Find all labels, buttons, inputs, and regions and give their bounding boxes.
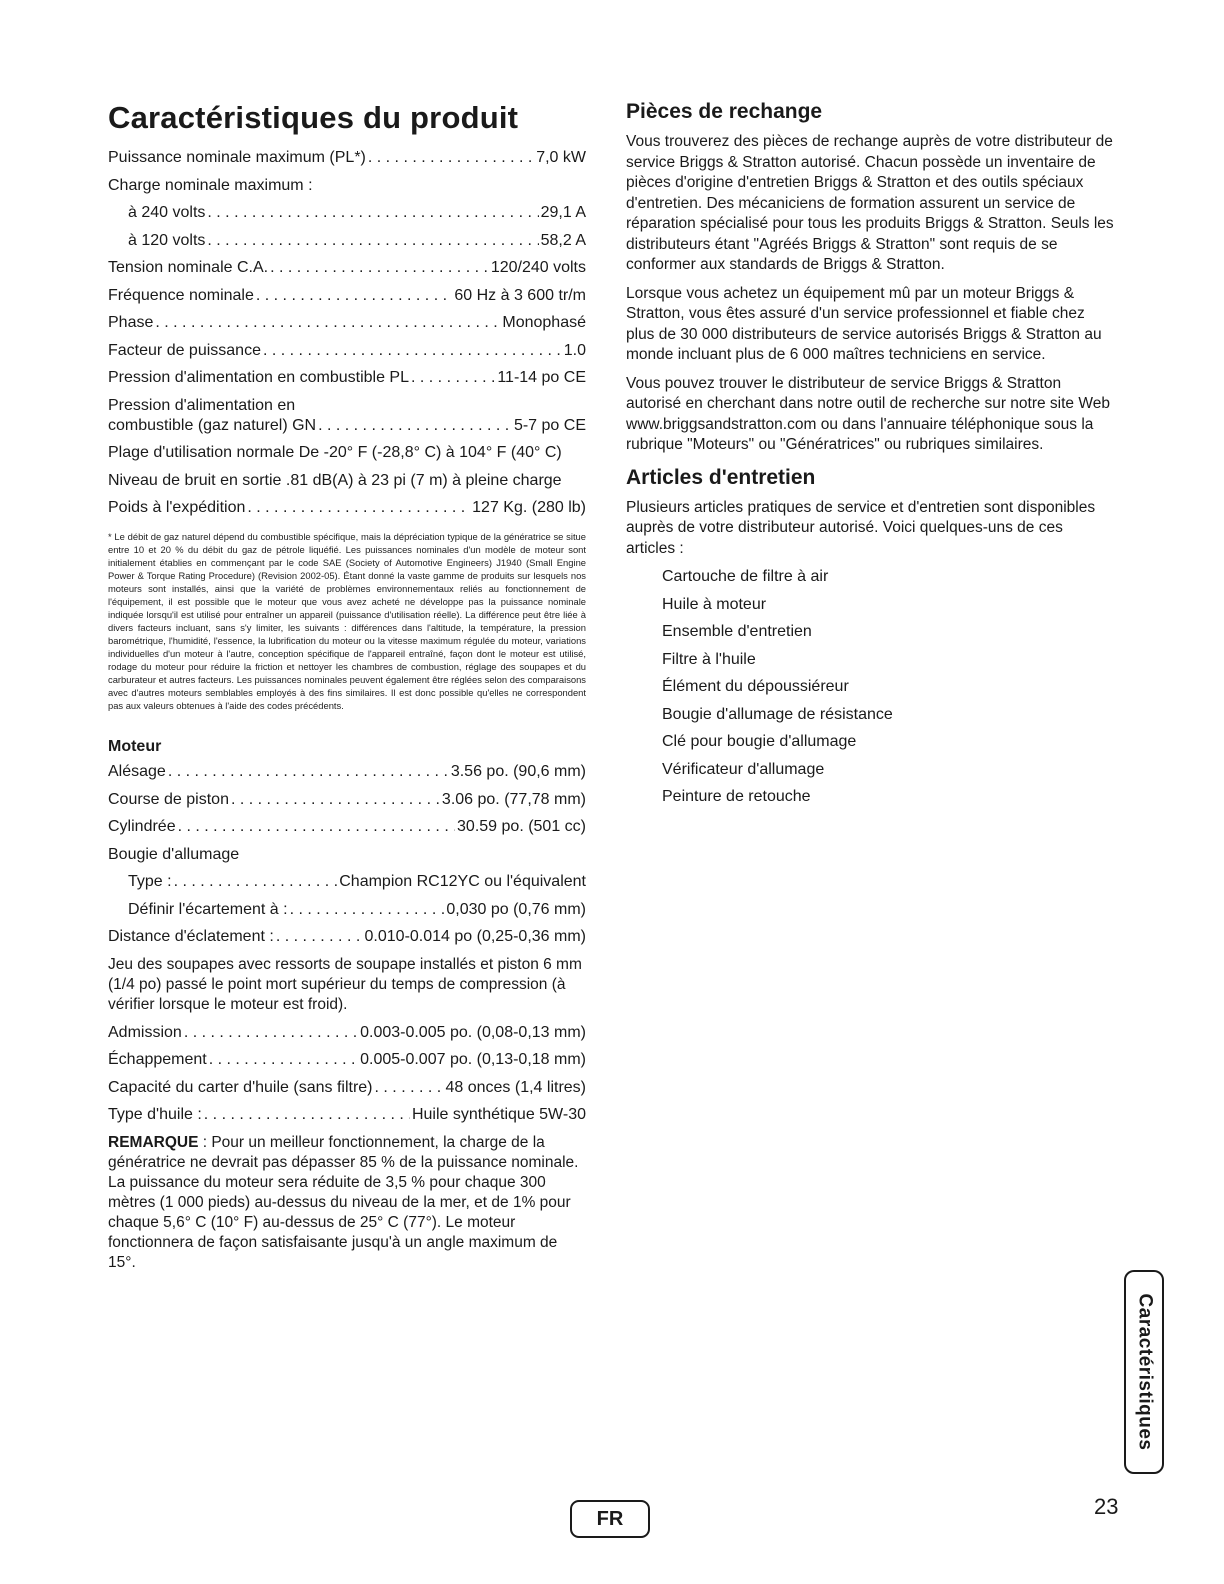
spec-row — [108, 258, 586, 278]
spec-row — [108, 341, 586, 361]
spec-label: Distance d'éclatement : — [108, 928, 274, 945]
spec-value: 29,1 A — [540, 204, 586, 221]
page-title: Caractéristiques du produit — [108, 100, 519, 135]
spec-row — [108, 927, 586, 947]
gas-pressure-line1: Pression d'alimentation en — [108, 396, 296, 414]
spec-label: Admission — [108, 1023, 182, 1041]
operating-range: Plage d'utilisation normale De -20° F (-28,8° C) à 104° F (40° C) — [108, 444, 562, 461]
spec-row — [108, 1078, 586, 1098]
spec-value: 60 Hz à 3 600 tr/m — [454, 286, 586, 304]
spec-value: 7,0 kW — [536, 149, 586, 166]
spec-value: 3.56 po. (90,6 mm) — [450, 763, 586, 780]
footnote: * Le débit de gaz naturel dépend du combustible spécifique, mais la dépréciation typique de la génératrice se situe entre 10 et 20 % du débit du gaz de pétrole liquéfié. Les puissances nominales d'un modèle de moteur sont initialement établies en commençant par le code SAE (Society of Automotive Engineers) J1940 (Small Engine Power & Torque Rating Procedure) (Revision 2002-05). Étant donné la vaste gamme de produits sur lesquels nos moteurs sont installés, ainsi que la variété de problèmes environnementaux reliés au fonctionnement de l'équipement, il est possible que le moteur que vous avez acheté ne développe pas la puissance nominale indiquée lorsqu'il est utilisé pour entraîner un appareil (puissance d'utilisation réelle). La différence peut être liée à divers facteurs incluant, sans s'y limiter, les suivants : différences dans l'altitude, la température, la pression barométrique, l'humidité, l'essence, la lubrification du moteur ou la vitesse maximum régulée du moteur, variations individuelles d'un moteur à l'autre, conception spécifique de l'appareil entraîné, façon dont le moteur est utilisé, rodage du moteur pour réduire la friction et nettoyer les chambres de combustion, réglage des soupapes et du carburateur et autres facteurs. Les puissances nominales peuvent également être réglées selon des comparaisons avec d'autres moteurs semblables employés à des fins similaires. Il est donc possible qu'elles ne correspondent pas aux valeurs obtenues à l'aide des codes précédents. — [108, 531, 586, 711]
spec-label: Tension nominale C.A. — [108, 259, 269, 276]
spec-heading: Bougie d'allumage — [108, 845, 240, 863]
note-label: REMARQUE — [108, 1133, 199, 1151]
spec-label: Définir l'écartement à : — [128, 900, 288, 918]
spec-row — [108, 1023, 586, 1043]
language-badge: FR — [570, 1500, 650, 1538]
side-tab-label: Caractéristiques — [1134, 1293, 1155, 1451]
spec-label: Pression d'alimentation en combustible PL — [108, 369, 409, 386]
maintenance-item: Huile à moteur — [662, 595, 767, 613]
maintenance-item: Cartouche de filtre à air — [662, 568, 829, 585]
spec-heading: Charge nominale maximum : — [108, 176, 313, 194]
spec-row — [108, 286, 586, 306]
maintenance-item: Filtre à l'huile — [662, 650, 756, 668]
spec-row-gas-pressure — [108, 416, 586, 436]
parts-paragraph-3: Vous pouvez trouver le distributeur de service Briggs & Stratton autorisé en cherchant dans notre outil de recherche sur notre site Web www.briggsandstratton.com ou dans l'annuaire téléphonique sous la rubrique "Moteurs" ou "Génératrices" ou rubriques similaires. — [626, 374, 1110, 453]
spec-label: Capacité du carter d'huile (sans filtre) — [108, 1078, 373, 1096]
maintenance-item: Élément du dépoussiéreur — [662, 678, 849, 695]
spec-label: Fréquence nominale — [108, 286, 254, 304]
spec-value: 120/240 volts — [490, 259, 586, 276]
spec-label: Cylindrée — [108, 818, 176, 835]
spec-value: 127 Kg. (280 lb) — [472, 499, 586, 516]
spec-row — [108, 1105, 586, 1125]
product-specs-list — [108, 148, 586, 388]
engine-specs-list — [108, 762, 586, 947]
left-column — [108, 100, 586, 1281]
spec-value: 1.0 — [563, 341, 586, 359]
spec-value: 58,2 A — [540, 231, 586, 249]
spec-row — [108, 872, 586, 892]
spec-value: Huile synthétique 5W-30 — [411, 1106, 586, 1123]
spec-value: 0.010-0.014 po (0,25-0,36 mm) — [364, 928, 586, 945]
note-text: : Pour un meilleur fonctionnement, la charge de la génératrice ne devrait pas dépasser 85 % de la puissance nominale. La puissance du moteur sera réduite de 3,5 % pour chaque 300 mètres (1 000 pieds) au-dessus du niveau de la mer, et de 1% pour chaque 5,6° C (10° F) au-dessus de 25° C (77°). Le moteur fonctionnera de façon satisfaisante jusqu'à un angle maximum de 15°. — [108, 1133, 579, 1271]
maintenance-item: Clé pour bougie d'allumage — [662, 733, 857, 750]
valve-specs-list — [108, 1023, 586, 1126]
note-paragraph — [108, 1133, 586, 1273]
spec-row — [108, 203, 586, 223]
section-side-tab — [1124, 1270, 1164, 1474]
spec-value: 48 onces (1,4 litres) — [445, 1078, 586, 1096]
spec-label: Alésage — [108, 763, 166, 780]
spec-label: Puissance nominale maximum (PL*) — [108, 149, 366, 166]
parts-paragraph-2: Lorsque vous achetez un équipement mû par un moteur Briggs & Stratton, vous êtes assuré d'un service professionnel et fiable chez plus de 30 000 distributeurs de service autorisés Briggs & Stratton au monde incluant plus de 6 000 maîtres techniciens en service. — [626, 284, 1102, 363]
spec-row — [108, 1050, 586, 1070]
spec-label: à 120 volts — [128, 231, 206, 249]
spec-label: Type : — [128, 873, 172, 890]
spec-value: 5-7 po CE — [513, 416, 586, 434]
spec-label: à 240 volts — [128, 204, 206, 221]
spec-value: 0.003-0.005 po. (0,08-0,13 mm) — [360, 1023, 586, 1041]
spec-value: Monophasé — [502, 314, 586, 331]
maintenance-intro: Plusieurs articles pratiques de service et d'entretien sont disponibles auprès de votre distributeur autorisé. Voici quelques-uns de ces articles : — [626, 498, 1096, 557]
spec-row — [108, 148, 586, 168]
spec-label: Type d'huile : — [108, 1106, 202, 1123]
spec-value: Champion RC12YC ou l'équivalent — [339, 873, 586, 890]
spec-label: Phase — [108, 314, 154, 331]
spec-row — [108, 790, 586, 810]
maintenance-items-list — [626, 567, 1116, 807]
maintenance-item: Ensemble d'entretien — [662, 623, 812, 640]
right-column — [626, 100, 1116, 815]
spec-row-shipping-weight — [108, 498, 586, 518]
valve-clearance-text: Jeu des soupapes avec ressorts de soupape installés et piston 6 mm (1/4 po) passé le point mort supérieur du temps de compression (à vérifier lorsque le moteur est froid). — [108, 955, 582, 1013]
maintenance-items-title: Articles d'entretien — [626, 465, 816, 489]
spec-value: 30.59 po. (501 cc) — [457, 818, 586, 835]
spec-label: Course de piston — [108, 790, 229, 808]
parts-paragraph-1: Vous trouverez des pièces de rechange auprès de votre distributeur de service Briggs & Stratton autorisé. Chacun possède un inventaire de pièces d'origine d'entretien Briggs & Stratton et des outils spéciaux d'entretien. Des mécaniciens de formation assurent un service de réparation spécialisé pour tous les produits Briggs & Stratton. Seuls les distributeurs étant "Agréés Briggs & Stratton" sont requis de se conformer aux standards de Briggs & Stratton. — [626, 133, 1114, 273]
spec-value: 3.06 po. (77,78 mm) — [441, 790, 586, 808]
spec-label: combustible (gaz naturel) GN — [108, 416, 317, 434]
spec-label: Échappement — [108, 1051, 207, 1068]
page-number: 23 — [1094, 1494, 1119, 1519]
maintenance-item: Bougie d'allumage de résistance — [662, 705, 893, 723]
spec-row — [108, 817, 586, 837]
replacement-parts-title: Pièces de rechange — [626, 100, 823, 123]
noise-level: Niveau de bruit en sortie .81 dB(A) à 23 pi (7 m) à pleine charge — [108, 471, 562, 489]
spec-label: Facteur de puissance — [108, 341, 261, 359]
spec-row — [108, 313, 586, 333]
engine-section-title: Moteur — [108, 738, 162, 755]
spec-row — [108, 900, 586, 920]
spec-row — [108, 368, 586, 388]
maintenance-item: Peinture de retouche — [662, 788, 811, 805]
spec-value: 0.005-0.007 po. (0,13-0,18 mm) — [360, 1051, 586, 1068]
spec-value: 0,030 po (0,76 mm) — [446, 900, 586, 918]
spec-row — [108, 762, 586, 782]
spec-label: Poids à l'expédition — [108, 499, 246, 516]
spec-value: 11-14 po CE — [497, 369, 586, 386]
spec-row — [108, 231, 586, 251]
maintenance-item: Vérificateur d'allumage — [662, 760, 825, 778]
